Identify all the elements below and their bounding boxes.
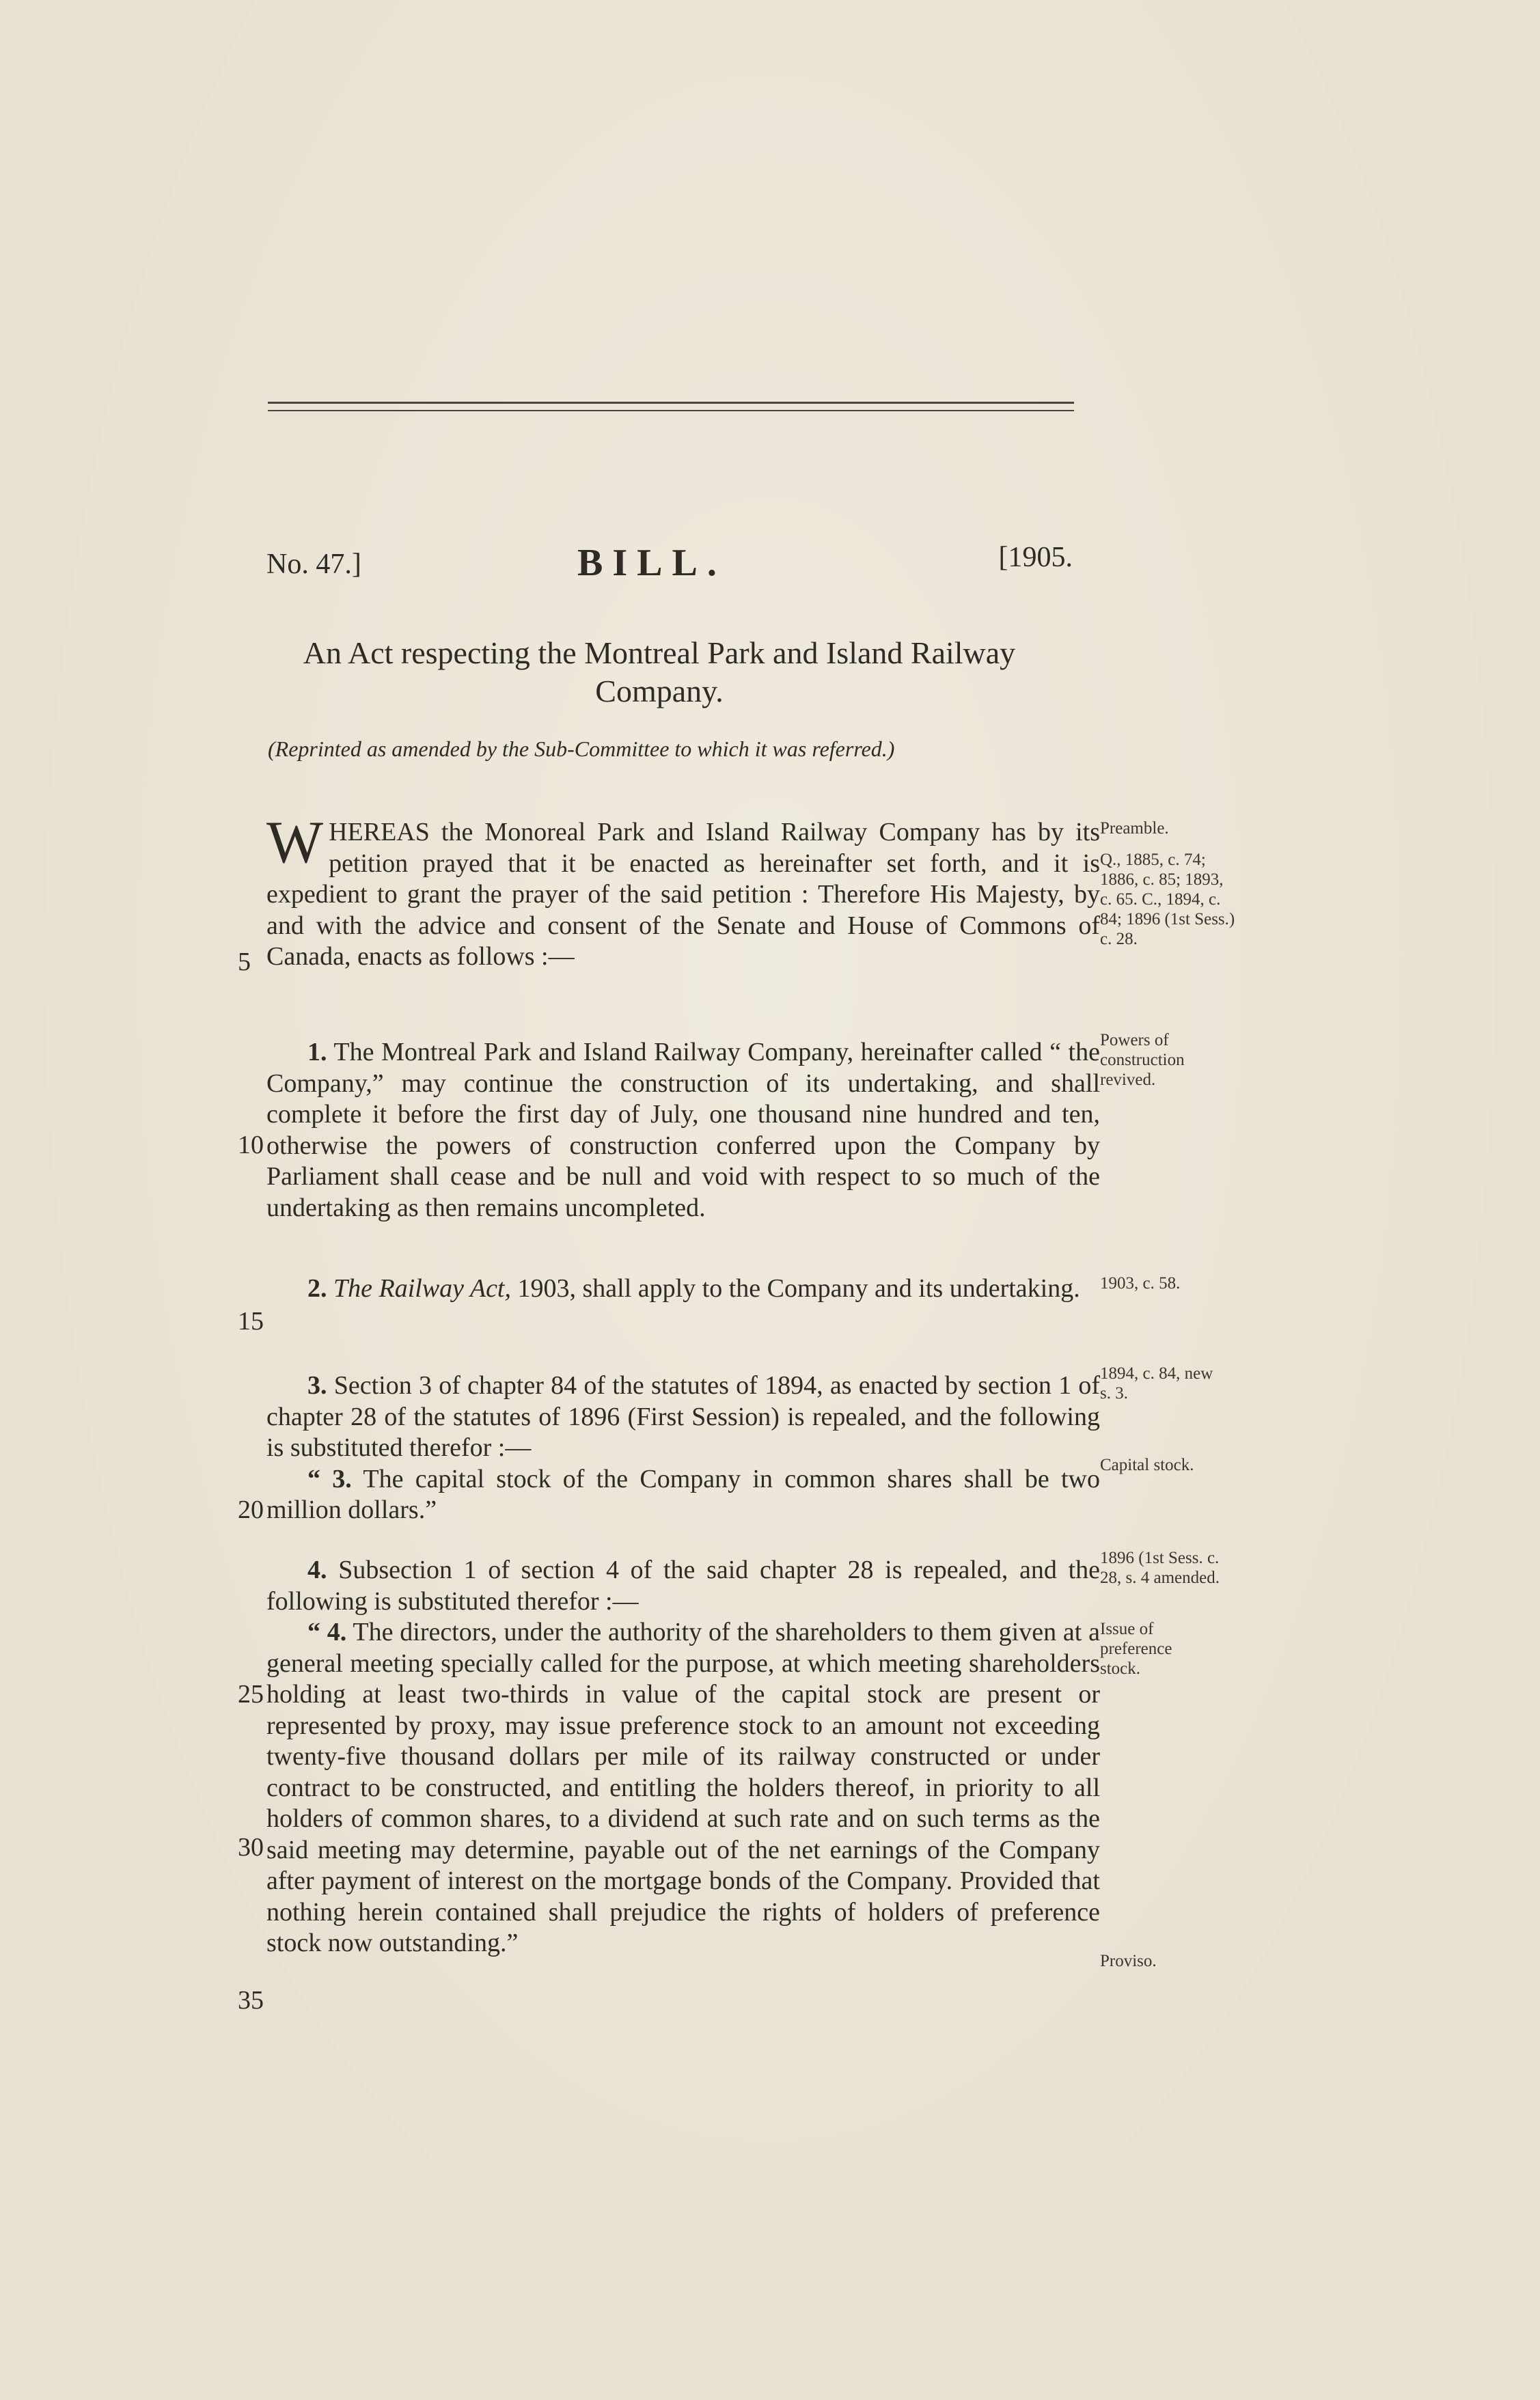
- top-rule-thin: [268, 410, 1074, 411]
- preamble-text: HEREAS the Monoreal Park and Island Railway Company has by its petition prayed that it be enacted as hereinafter set forth, and it is expedient to grant the prayer of the said petition : Therefore His Majesty, by and with the advice and consent of the Senate and House of Commons of Canada, enacts as follows :—: [266, 818, 1100, 971]
- section-text: The Montreal Park and Island Railway Company, hereinafter called “ the Company,” may continue the construction of its undertaking, and shall complete it before the first day of July, one thousand nine hundred and ten, otherwise the powers of construction conferred upon the Company by Parliament shall cease and be null and void with respect to so much of the undertaking as then remains uncompleted.: [266, 1038, 1100, 1222]
- section-text: Subsection 1 of section 4 of the said chapter 28 is repealed, and the following is substituted therefor :—: [266, 1556, 1100, 1616]
- margin-note-preference: Issue of preference stock.: [1100, 1620, 1172, 1678]
- section-2: [266, 1273, 1100, 1305]
- quoted-section-text: The capital stock of the Company in common shares shall be two million dollars.”: [266, 1464, 1100, 1524]
- preamble: [266, 810, 1100, 973]
- section-4: [266, 1555, 1100, 1959]
- section-number: 1.: [307, 1038, 327, 1066]
- act-name: The Railway Act,: [333, 1274, 511, 1303]
- bill-number: No. 47.]: [266, 549, 361, 580]
- bill-header: [266, 541, 1080, 582]
- section-1: [266, 1037, 1100, 1224]
- dropcap: W: [266, 810, 324, 876]
- margin-note-refs: Q., 1885, c. 74; 1886, c. 85; 1893, c. 65. C., 1894, c. 84; 1896 (1st Sess.) c. 28.: [1100, 851, 1235, 948]
- quoted-section-text: The directors, under the authority of the shareholders to them given at a general meeting specially called for the purpose, at which meeting shareholders holding at least two-thirds in value of the capital stock are present or represented by proxy, may issue preference stock to an amount not exceeding twenty-five thousand dollars per mile of its railway constructed or under contract to be constructed, and entitling the holders thereof, in priority to all holders of common shares, to a dividend at such rate and on such terms as the said meeting may determine, payable out of the net earnings of the Company after payment of interest on the mortgage bonds of the Company. Provided that nothing herein contained shall prejudice the rights of holders of preference stock now outstanding.”: [266, 1618, 1100, 1957]
- margin-note-capital-stock: Capital stock.: [1100, 1456, 1194, 1474]
- line-number: 15: [238, 1307, 264, 1336]
- line-number: 5: [238, 948, 251, 976]
- margin-note-powers: Powers of construction revived.: [1100, 1031, 1185, 1089]
- line-number: 20: [238, 1495, 264, 1524]
- reprint-note: (Reprinted as amended by the Sub-Committee to which it was referred.): [268, 736, 895, 761]
- section-3: [266, 1370, 1100, 1526]
- bill-year: [1905.: [998, 542, 1073, 573]
- margin-note-preamble: Preamble.: [1100, 819, 1169, 838]
- section-number: 3.: [307, 1371, 327, 1400]
- section-number: 4.: [307, 1556, 327, 1584]
- margin-note-1894: 1894, c. 84, new s. 3.: [1100, 1364, 1213, 1403]
- quoted-section-number: “ 3.: [307, 1464, 352, 1493]
- margin-note-proviso: Proviso.: [1100, 1952, 1157, 1970]
- act-title: An Act respecting the Montreal Park and Island Railway Company.: [303, 635, 1016, 708]
- margin-note-1896: 1896 (1st Sess. c. 28, s. 4 amended.: [1100, 1549, 1220, 1587]
- margin-note-1903: 1903, c. 58.: [1100, 1274, 1181, 1293]
- line-number: 10: [238, 1131, 264, 1159]
- section-text: 1903, shall apply to the Company and its undertaking.: [511, 1274, 1080, 1303]
- top-rule: [268, 402, 1074, 404]
- bill-title: BILL.: [577, 542, 726, 584]
- section-number: 2.: [307, 1274, 327, 1303]
- section-text: Section 3 of chapter 84 of the statutes of 1894, as enacted by section 1 of chapter 28 of the statutes of 1896 (First Session) is repealed, and the following is substituted therefor :—: [266, 1371, 1100, 1462]
- line-number: 35: [238, 1986, 264, 2015]
- line-number: 30: [238, 1833, 264, 1862]
- line-number: 25: [238, 1680, 264, 1709]
- quoted-section-number: “ 4.: [307, 1618, 347, 1646]
